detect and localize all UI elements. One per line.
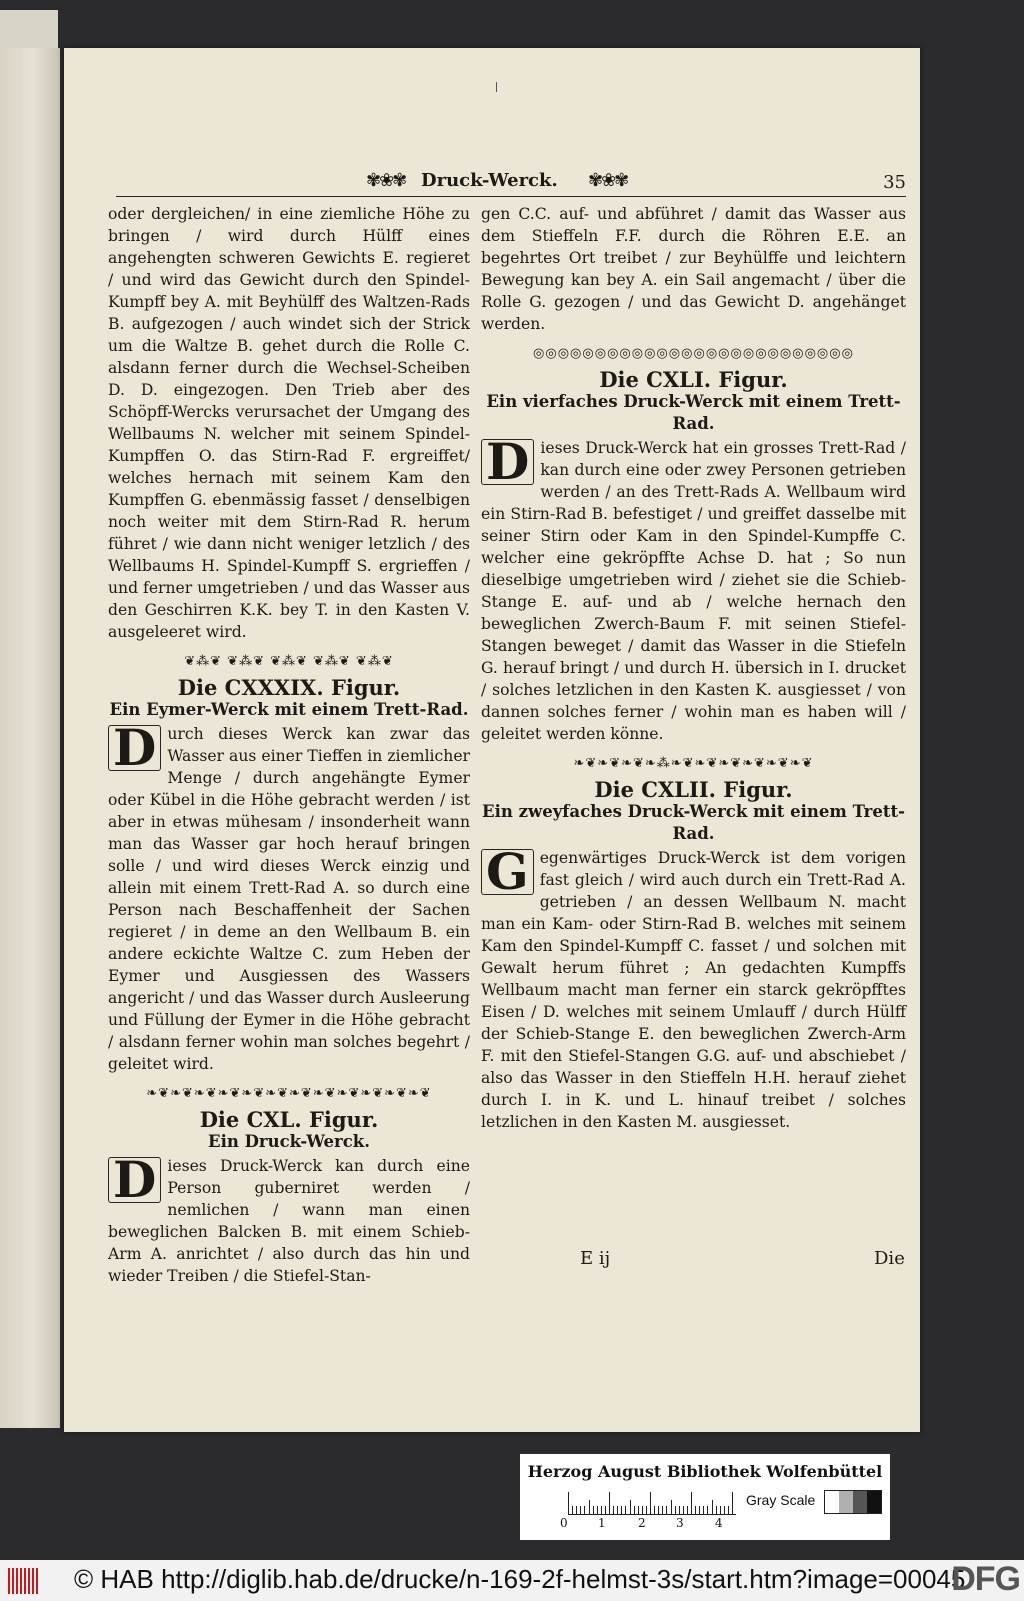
footer-bar: [0, 1560, 1024, 1601]
figure-142-title: Die CXLII. Figur.: [594, 777, 793, 802]
gray-swatch: [867, 1491, 881, 1513]
ruler-tick: [720, 1506, 721, 1514]
ruler-tick: [732, 1492, 733, 1514]
ruler-number: 0: [560, 1516, 568, 1530]
ruler-tick: [597, 1506, 598, 1514]
ornament-separator: ❧❦❧❦❧❦❧⁂❧❦❧❦❧❦❧❦❧❦❧❦: [573, 756, 814, 771]
ruler-tick: [650, 1492, 651, 1514]
left-paragraph-1: oder dergleichen/ in eine ziemliche Höhe zu bringen / wird durch Hülff eines angehengten schweren Gewichts E. regieret / und wird das Gewicht durch den Spindel-Kumpff bey A. mit Beyhülff des Waltzen-Rads B. aufgezogen / auch windet sich der Strick um die Waltze B. gehet durch die Rolle C. alsdann ferner durch die Wechsel-Scheiben D. D. eingezogen. Den Trieb aber des Schöpff-Wercks verursachet der Umgang des Wellbaums N. welcher mit seinem Spindel-Kumpffen O. das Stirn-Rad F. ergreiffet/ welches hernach mit seinem Kam den Kumpffen G. ebenmässig fasset / denselbigen noch weiter mit dem Stirn-Rad R. herum führet / wie dann nicht weniger letzlich / des Wellbaums H. Spindel-Kumpff S. ergrieffen / und ferner umgetrieben / und das Wasser aus den Geschirren K.K. bey T. in den Kasten V. ausgeleeret wird.: [108, 205, 470, 641]
header-ornament-left: ✾❀✾: [366, 170, 406, 191]
gray-swatch: [825, 1491, 839, 1513]
ruler-tick: [576, 1506, 577, 1514]
gray-scale-label: Gray Scale: [746, 1492, 816, 1508]
ruler-tick: [724, 1506, 725, 1514]
ornament-separator: ◎◎◎◎◎◎◎◎◎◎◎◎◎◎◎◎◎◎◎◎◎◎◎◎◎◎: [533, 346, 854, 361]
figure-142-text-block: [481, 842, 906, 1133]
ruler-tick: [572, 1506, 573, 1514]
catchword: Die: [874, 1248, 905, 1269]
figure-139-text-block: [108, 718, 470, 1075]
previous-page-edge: [0, 48, 60, 1428]
gray-scale-bar: [824, 1490, 882, 1514]
figure-141-text: ieses Druck-Werck hat ein grosses Trett-Rad / kan durch eine oder zwey Personen getrieben werden / an des Trett-Rads A. Wellbaum wird ein Stirn-Rad B. befestiget / und greiffet dasselbe mit seiner Stirn oder Kam in den Spindel-Kumpffe C. welcher eine gekröpffte Achse D. hat ; So nun dieselbige umgetrieben wird / ziehet sie die Schieb-Stange E. auf- und ab / welche hernach den beweglichen Zwerch-Baum F. mit seinen Stiefel-Stangen beweget / damit das Wasser in die Stiefeln G. herauf bringt / und durch H. übersich in I. drucket / solches letzlichen in den Kasten K. ausgiesset / von dannen solches ferner / wohin man es haben will / geleitet werden könne.: [481, 439, 906, 743]
ruler-tick: [675, 1506, 676, 1514]
copyright-url: © HAB http://diglib.hab.de/drucke/n-169-2f-helmst-3s/start.htm?image=00045: [74, 1564, 966, 1594]
ruler-tick: [695, 1506, 696, 1514]
left-column: [108, 203, 470, 1287]
ruler-tick: [642, 1506, 643, 1514]
figure-142-text: egenwärtiges Druck-Werck ist dem vorigen fast gleich / wird auch durch ein Trett-Rad A. getrieben / an dessen Wellbaum N. macht man ein Kam- oder Stirn-Rad B. welches mit seinem Kam den Spindel-Kumpff C. fasset / und solchen mit Gewalt herum führet ; An gedachten Kumpffs Wellbaum macht man ferner ein starck gekröpfftes Eisen / D. welches mit seinem Umlauff / durch Hülff der Schieb-Stange E. den beweglichen Zwerch-Arm F. mit den Stiefel-Stangen G.G. auf- und abschiebet / also das Wasser in den Stieffeln H.H. herauf ziehet durch I. in K. und L. hinauf treibet / solches letzlichen in den Kasten M. ausgiesset.: [481, 849, 906, 1131]
figure-139-title: Die CXXXIX. Figur.: [177, 675, 401, 700]
signature-mark: E ij: [580, 1248, 611, 1269]
figure-140-title: Die CXL. Figur.: [199, 1107, 379, 1132]
ruler-tick: [679, 1506, 680, 1514]
ruler-tick: [716, 1506, 717, 1514]
figure-141-title: Die CXLI. Figur.: [599, 367, 788, 392]
page-mark: [496, 82, 497, 92]
ruler-tick: [609, 1492, 610, 1514]
ruler-scale: [568, 1492, 736, 1515]
ruler-tick: [707, 1506, 708, 1514]
figure-140-text-block: [108, 1150, 470, 1287]
ruler-tick: [605, 1506, 606, 1514]
header-title: Druck-Werck.: [421, 170, 558, 191]
figure-141-text-block: [481, 432, 906, 745]
library-name: Herzog August Bibliothek Wolfenbüttel: [527, 1462, 883, 1481]
ruler-tick: [617, 1506, 618, 1514]
figure-139-text: urch dieses Werck kan zwar das Wasser aus einer Tieffen in ziemlicher Menge / durch angehängte Eymer oder Kübel in die Höhe gebracht werden / ist aber in etwas mühesam / insonderheit wann man das Wasser gar hoch herauf bringen solle / und wird dieses Werck einzig und allein mit einem Trett-Rad A. so durch eine Person nach Beschaffenheit der Sachen regieret / in deme an den Wellbaum B. ein andere eckichte Waltze C. zum Heben der Eymer und Ausgiessen des Wassers angericht / und das Wasser durch Ausleerung und Füllung der Eymer in die Höhe gebracht / alsdann ferner wohin man solches begehrt / geleitet wird.: [108, 725, 470, 1073]
ruler-tick: [687, 1506, 688, 1514]
figure-140-subtitle: Ein Druck-Werck.: [208, 1132, 370, 1151]
library-color-label: [520, 1454, 890, 1540]
ruler-tick: [658, 1506, 659, 1514]
figure-140-text: ieses Druck-Werck kan durch eine Person guberniret werden / nemlichen / wann man einen beweglichen Balcken B. mit einem Schieb-Arm A. anrichtet / also durch das hin und wieder Treiben / die Stiefel-Stan-: [108, 1157, 470, 1285]
ruler-tick: [703, 1506, 704, 1514]
previous-page-edge-top: [0, 10, 58, 50]
dfg-logo: DFG: [951, 1560, 1020, 1598]
book-page: [64, 48, 920, 1432]
figure-141-subtitle: Ein vierfaches Druck-Werck mit einem Trett-Rad.: [486, 392, 901, 433]
ruler-tick: [666, 1506, 667, 1514]
ruler-tick: [613, 1506, 614, 1514]
running-header: [116, 168, 906, 197]
right-column: [481, 203, 906, 1133]
gray-swatch: [839, 1491, 853, 1513]
drop-cap: D: [108, 725, 161, 771]
ruler-number: 2: [638, 1516, 646, 1530]
ruler-tick: [683, 1506, 684, 1514]
ruler-tick: [584, 1506, 585, 1514]
ruler-tick: [621, 1506, 622, 1514]
drop-cap: D: [108, 1157, 161, 1203]
gray-swatch: [853, 1491, 867, 1513]
ruler-tick: [630, 1500, 631, 1514]
ruler-number: 3: [676, 1516, 684, 1530]
ruler-tick: [646, 1506, 647, 1514]
ruler-tick: [691, 1492, 692, 1514]
ruler-tick: [634, 1506, 635, 1514]
hab-logo-icon: [8, 1568, 40, 1594]
ruler-tick: [568, 1492, 569, 1514]
ruler-tick: [593, 1506, 594, 1514]
ruler-tick: [580, 1506, 581, 1514]
figure-142-subtitle: Ein zweyfaches Druck-Werck mit einem Trett-Rad.: [482, 802, 905, 843]
drop-cap: D: [481, 439, 534, 485]
ruler-tick: [589, 1500, 590, 1514]
ruler-tick: [671, 1500, 672, 1514]
page-number: 35: [883, 172, 906, 193]
ruler-tick: [638, 1506, 639, 1514]
ornament-separator: ❧❦❧❦❧❦❧❦❧❦❧❦❧❦❧❦❧❦❧❦❧❦❧❦: [146, 1086, 432, 1101]
ruler-number: 4: [715, 1516, 723, 1530]
ruler-tick: [662, 1506, 663, 1514]
ruler-number: 1: [598, 1516, 606, 1530]
ornament-separator: ❦⁂❦ ❦⁂❦ ❦⁂❦ ❦⁂❦ ❦⁂❦: [184, 654, 394, 669]
ruler-tick: [654, 1506, 655, 1514]
ruler-tick: [728, 1506, 729, 1514]
header-ornament-right: ✾❀✾: [588, 170, 628, 191]
ruler-tick: [625, 1506, 626, 1514]
right-paragraph-1: gen C.C. auf- und abführet / damit das Wasser aus dem Stieffeln F.F. durch die Röhren E.E. an begehrtes Ort treibet / zur Beyhülffe und leichtern Bewegung kan bey A. ein Sail angemacht / über die Rolle G. gezogen / und das Gewicht D. angehänget werden.: [481, 205, 906, 333]
drop-cap: G: [481, 849, 534, 895]
ruler-tick: [699, 1506, 700, 1514]
ruler-tick: [601, 1506, 602, 1514]
ruler-tick: [712, 1500, 713, 1514]
figure-139-subtitle: Ein Eymer-Werck mit einem Trett-Rad.: [109, 700, 469, 719]
